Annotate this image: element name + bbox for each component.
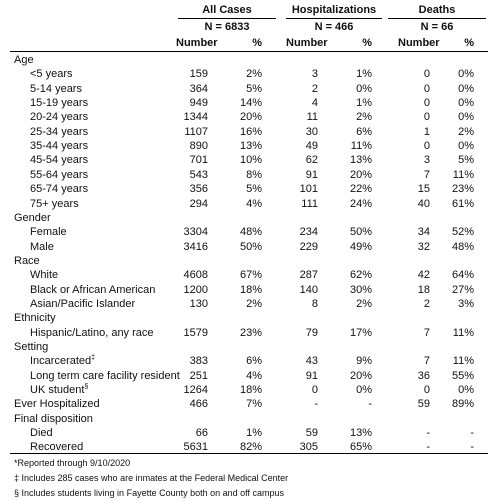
table-cell: 0%: [458, 97, 474, 110]
row-label-text: Gender: [14, 211, 51, 224]
table-cell: 1344: [183, 111, 208, 124]
table-cell: 59: [305, 427, 318, 440]
table-cell: 140: [299, 283, 318, 296]
table-cell: 364: [189, 82, 208, 95]
table-cell: 50%: [349, 226, 372, 239]
row-label-text: Incarcerated: [30, 355, 92, 368]
group-n-hospitalizations: N = 466: [314, 21, 354, 33]
table-cell: 11%: [452, 168, 474, 181]
group-n-all-cases: N = 6833: [204, 21, 250, 33]
table-cell: 356: [189, 183, 208, 196]
table-cell: 40: [417, 197, 430, 210]
row-label-text: UK student: [30, 384, 85, 397]
table-cell: 1%: [356, 97, 372, 110]
table-cell: 159: [189, 68, 208, 81]
row-label-text: Race: [14, 254, 40, 267]
table-cell: 101: [299, 183, 318, 196]
table-cell: 18%: [239, 283, 262, 296]
row-label-text: Ever Hospitalized: [14, 398, 100, 411]
table-cell: 2%: [356, 297, 372, 310]
table-cell: 130: [189, 297, 208, 310]
group-title-deaths: Deaths: [418, 4, 456, 16]
table-cell: 1%: [356, 68, 372, 81]
table-cell: 18: [417, 283, 430, 296]
table-cell: 0%: [458, 82, 474, 95]
row-label-text: 5-14 years: [30, 82, 82, 95]
table-cell: 50%: [239, 240, 262, 253]
column-header: Number: [286, 37, 328, 49]
table-cell: 34: [417, 226, 430, 239]
table-cell: 30: [305, 125, 318, 138]
table-cell: 466: [189, 398, 208, 411]
row-label-text: 35-44 years: [30, 140, 89, 153]
table-cell: 79: [305, 326, 318, 339]
table-cell: 0%: [458, 111, 474, 124]
table-cell: 5%: [246, 183, 262, 196]
table-cell: 229: [299, 240, 318, 253]
table-cell: 949: [189, 97, 208, 110]
footnote-uk-student: § Includes students living in Fayette County both on and off campus: [14, 488, 284, 498]
row-label-text: White: [30, 269, 59, 282]
table-cell: 11: [306, 111, 318, 124]
table-cell: 6%: [356, 125, 372, 138]
column-header-row: [0, 35, 500, 51]
table-cell: 0%: [458, 384, 474, 397]
row-label-text: 45-54 years: [30, 154, 89, 167]
table-cell: 62: [305, 154, 318, 167]
table-cell: 11%: [452, 355, 474, 368]
table-cell: 4: [311, 97, 318, 110]
table-cell: 0%: [356, 82, 372, 95]
table-cell: 287: [299, 269, 318, 282]
table-cell: -: [426, 427, 430, 440]
group-title-all-cases: All Cases: [202, 4, 252, 16]
row-label-text: <5 years: [30, 68, 73, 81]
table-cell: 0: [423, 82, 430, 95]
table-cell: 5%: [458, 154, 474, 167]
footnote-marker: §: [84, 383, 89, 391]
table-cell: 15: [417, 183, 430, 196]
table-cell: 0: [423, 68, 430, 81]
table-cell: 18%: [239, 384, 262, 397]
table-cell: 59: [417, 398, 430, 411]
table-cell: 0: [423, 384, 430, 397]
table-cell: 52%: [451, 226, 474, 239]
group-title-hospitalizations: Hospitalizations: [291, 4, 377, 16]
row-label-text: Age: [14, 54, 34, 66]
table-cell: 30%: [349, 283, 372, 296]
table-cell: 82%: [239, 441, 262, 454]
table-cell: 2: [311, 82, 318, 95]
table-cell: -: [470, 427, 474, 440]
table-cell: 305: [299, 441, 318, 454]
row-label-text: Final disposition: [14, 412, 93, 425]
row-label-text: Hispanic/Latino, any race: [30, 326, 154, 339]
table-cell: 20%: [349, 168, 372, 181]
table-cell: 91: [305, 369, 318, 382]
table-cell: 5631: [183, 441, 208, 454]
table-cell: 3416: [183, 240, 208, 253]
table-cell: 294: [189, 197, 208, 210]
table-cell: 1%: [246, 427, 262, 440]
table-cell: 1200: [183, 283, 208, 296]
table-cell: 1264: [183, 384, 208, 397]
table-cell: 1107: [184, 125, 208, 138]
table-cell: 61%: [451, 197, 474, 210]
table-cell: 8: [311, 297, 318, 310]
table-cell: 3: [311, 68, 318, 81]
table-cell: 43: [305, 355, 318, 368]
table-cell: 16%: [239, 125, 262, 138]
row-label-text: Long term care facility resident: [30, 369, 180, 382]
row-label-text: Recovered: [30, 441, 84, 454]
table-cell: 20%: [239, 111, 262, 124]
column-header: %: [362, 37, 372, 49]
table-cell: 9%: [356, 355, 372, 368]
table-cell: 7: [423, 355, 430, 368]
table-cell: 701: [189, 154, 208, 167]
table-cell: 11%: [350, 140, 372, 153]
table-cell: 111: [301, 197, 318, 210]
column-header: Number: [176, 37, 218, 49]
table-cell: 0: [423, 140, 430, 153]
row-label-text: 15-19 years: [30, 97, 89, 110]
table-cell: 17%: [349, 326, 372, 339]
table-cell: 10%: [239, 154, 262, 167]
table-cell: 2%: [246, 68, 262, 81]
table-cell: 55%: [451, 369, 474, 382]
table-cell: 7: [423, 168, 430, 181]
table-cell: 62%: [349, 269, 372, 282]
row-label-text: Setting: [14, 341, 49, 353]
table-cell: 6%: [246, 355, 262, 368]
group-n-row: [0, 19, 500, 35]
table-cell: 0: [423, 97, 430, 110]
table-cell: 0%: [458, 140, 474, 153]
table-cell: 22%: [349, 183, 372, 196]
table-cell: 3%: [458, 297, 474, 310]
table-cell: 89%: [451, 398, 474, 411]
column-header: %: [464, 37, 474, 49]
row-label-text: 65-74 years: [30, 183, 89, 196]
row-label-text: Black or African American: [30, 283, 156, 296]
group-n-deaths: N = 66: [420, 21, 454, 33]
table-cell: 1579: [183, 326, 208, 339]
table-cell: 66: [195, 427, 208, 440]
table-cell: 2: [423, 297, 430, 310]
table-cell: 42: [417, 269, 430, 282]
table-cell: 3304: [183, 226, 208, 239]
table-cell: 27%: [451, 283, 474, 296]
table-cell: -: [368, 398, 372, 411]
table-cell: 0: [423, 111, 430, 124]
table-cell: 7: [423, 326, 430, 339]
table-cell: 48%: [239, 226, 262, 239]
table-cell: 14%: [239, 97, 262, 110]
table-cell: 2%: [246, 297, 262, 310]
table-cell: 543: [189, 168, 208, 181]
table-cell: 3: [423, 154, 430, 167]
row-label-text: 75+ years: [30, 197, 79, 210]
table-cell: 0: [311, 384, 318, 397]
table-cell: 890: [189, 140, 208, 153]
table-cell: 65%: [349, 441, 372, 454]
table-cell: 234: [299, 226, 318, 239]
footnote-report-date: *Reported through 9/10/2020: [14, 458, 131, 468]
row-label-text: 55-64 years: [30, 168, 89, 181]
group-title-row: [0, 2, 500, 18]
row-label-text: 20-24 years: [30, 111, 89, 124]
table-cell: 2%: [356, 111, 372, 124]
column-header: Number: [398, 37, 440, 49]
row-label-text: Died: [30, 427, 53, 440]
row-label-text: Female: [30, 226, 67, 239]
table-cell: 251: [189, 369, 208, 382]
table-cell: 2%: [458, 125, 474, 138]
table-cell: 0%: [458, 68, 474, 81]
table-cell: 20%: [349, 369, 372, 382]
table-cell: -: [314, 398, 318, 411]
row-label-text: Asian/Pacific Islander: [30, 297, 136, 310]
table-cell: 67%: [239, 269, 262, 282]
table-cell: 49%: [349, 240, 372, 253]
column-header: %: [252, 37, 262, 49]
footnote-marker: ‡: [91, 354, 96, 362]
table-cell: 49: [305, 140, 318, 153]
table-cell: 5%: [246, 82, 262, 95]
table-cell: 64%: [451, 269, 474, 282]
table-cell: 0%: [356, 384, 372, 397]
table-cell: 13%: [349, 154, 372, 167]
table-cell: 7%: [246, 398, 262, 411]
row-label-text: Ethnicity: [14, 312, 56, 325]
table-cell: 32: [417, 240, 430, 253]
table-cell: 23%: [451, 183, 474, 196]
row-label-text: Male: [30, 240, 54, 253]
table-cell: 4608: [183, 269, 208, 282]
row-label-text: 25-34 years: [30, 125, 89, 138]
table-cell: 36: [417, 369, 430, 382]
table-cell: 91: [305, 168, 318, 181]
table-cell: 4%: [246, 369, 262, 382]
table-cell: 383: [189, 355, 208, 368]
table-cell: -: [426, 441, 430, 454]
table-cell: 11%: [452, 326, 474, 339]
table-cell: 8%: [246, 168, 262, 181]
table-cell: 48%: [451, 240, 474, 253]
footnote-incarcerated: ‡ Includes 285 cases who are inmates at the Federal Medical Center: [14, 473, 289, 483]
table-cell: 1: [423, 125, 430, 138]
table-cell: 4%: [246, 197, 262, 210]
table-bottom-rule: [10, 453, 488, 454]
table-cell: -: [470, 441, 474, 454]
table-cell: 23%: [239, 326, 262, 339]
table-cell: 13%: [349, 427, 372, 440]
table-cell: 24%: [349, 197, 372, 210]
table-cell: 13%: [239, 140, 262, 153]
